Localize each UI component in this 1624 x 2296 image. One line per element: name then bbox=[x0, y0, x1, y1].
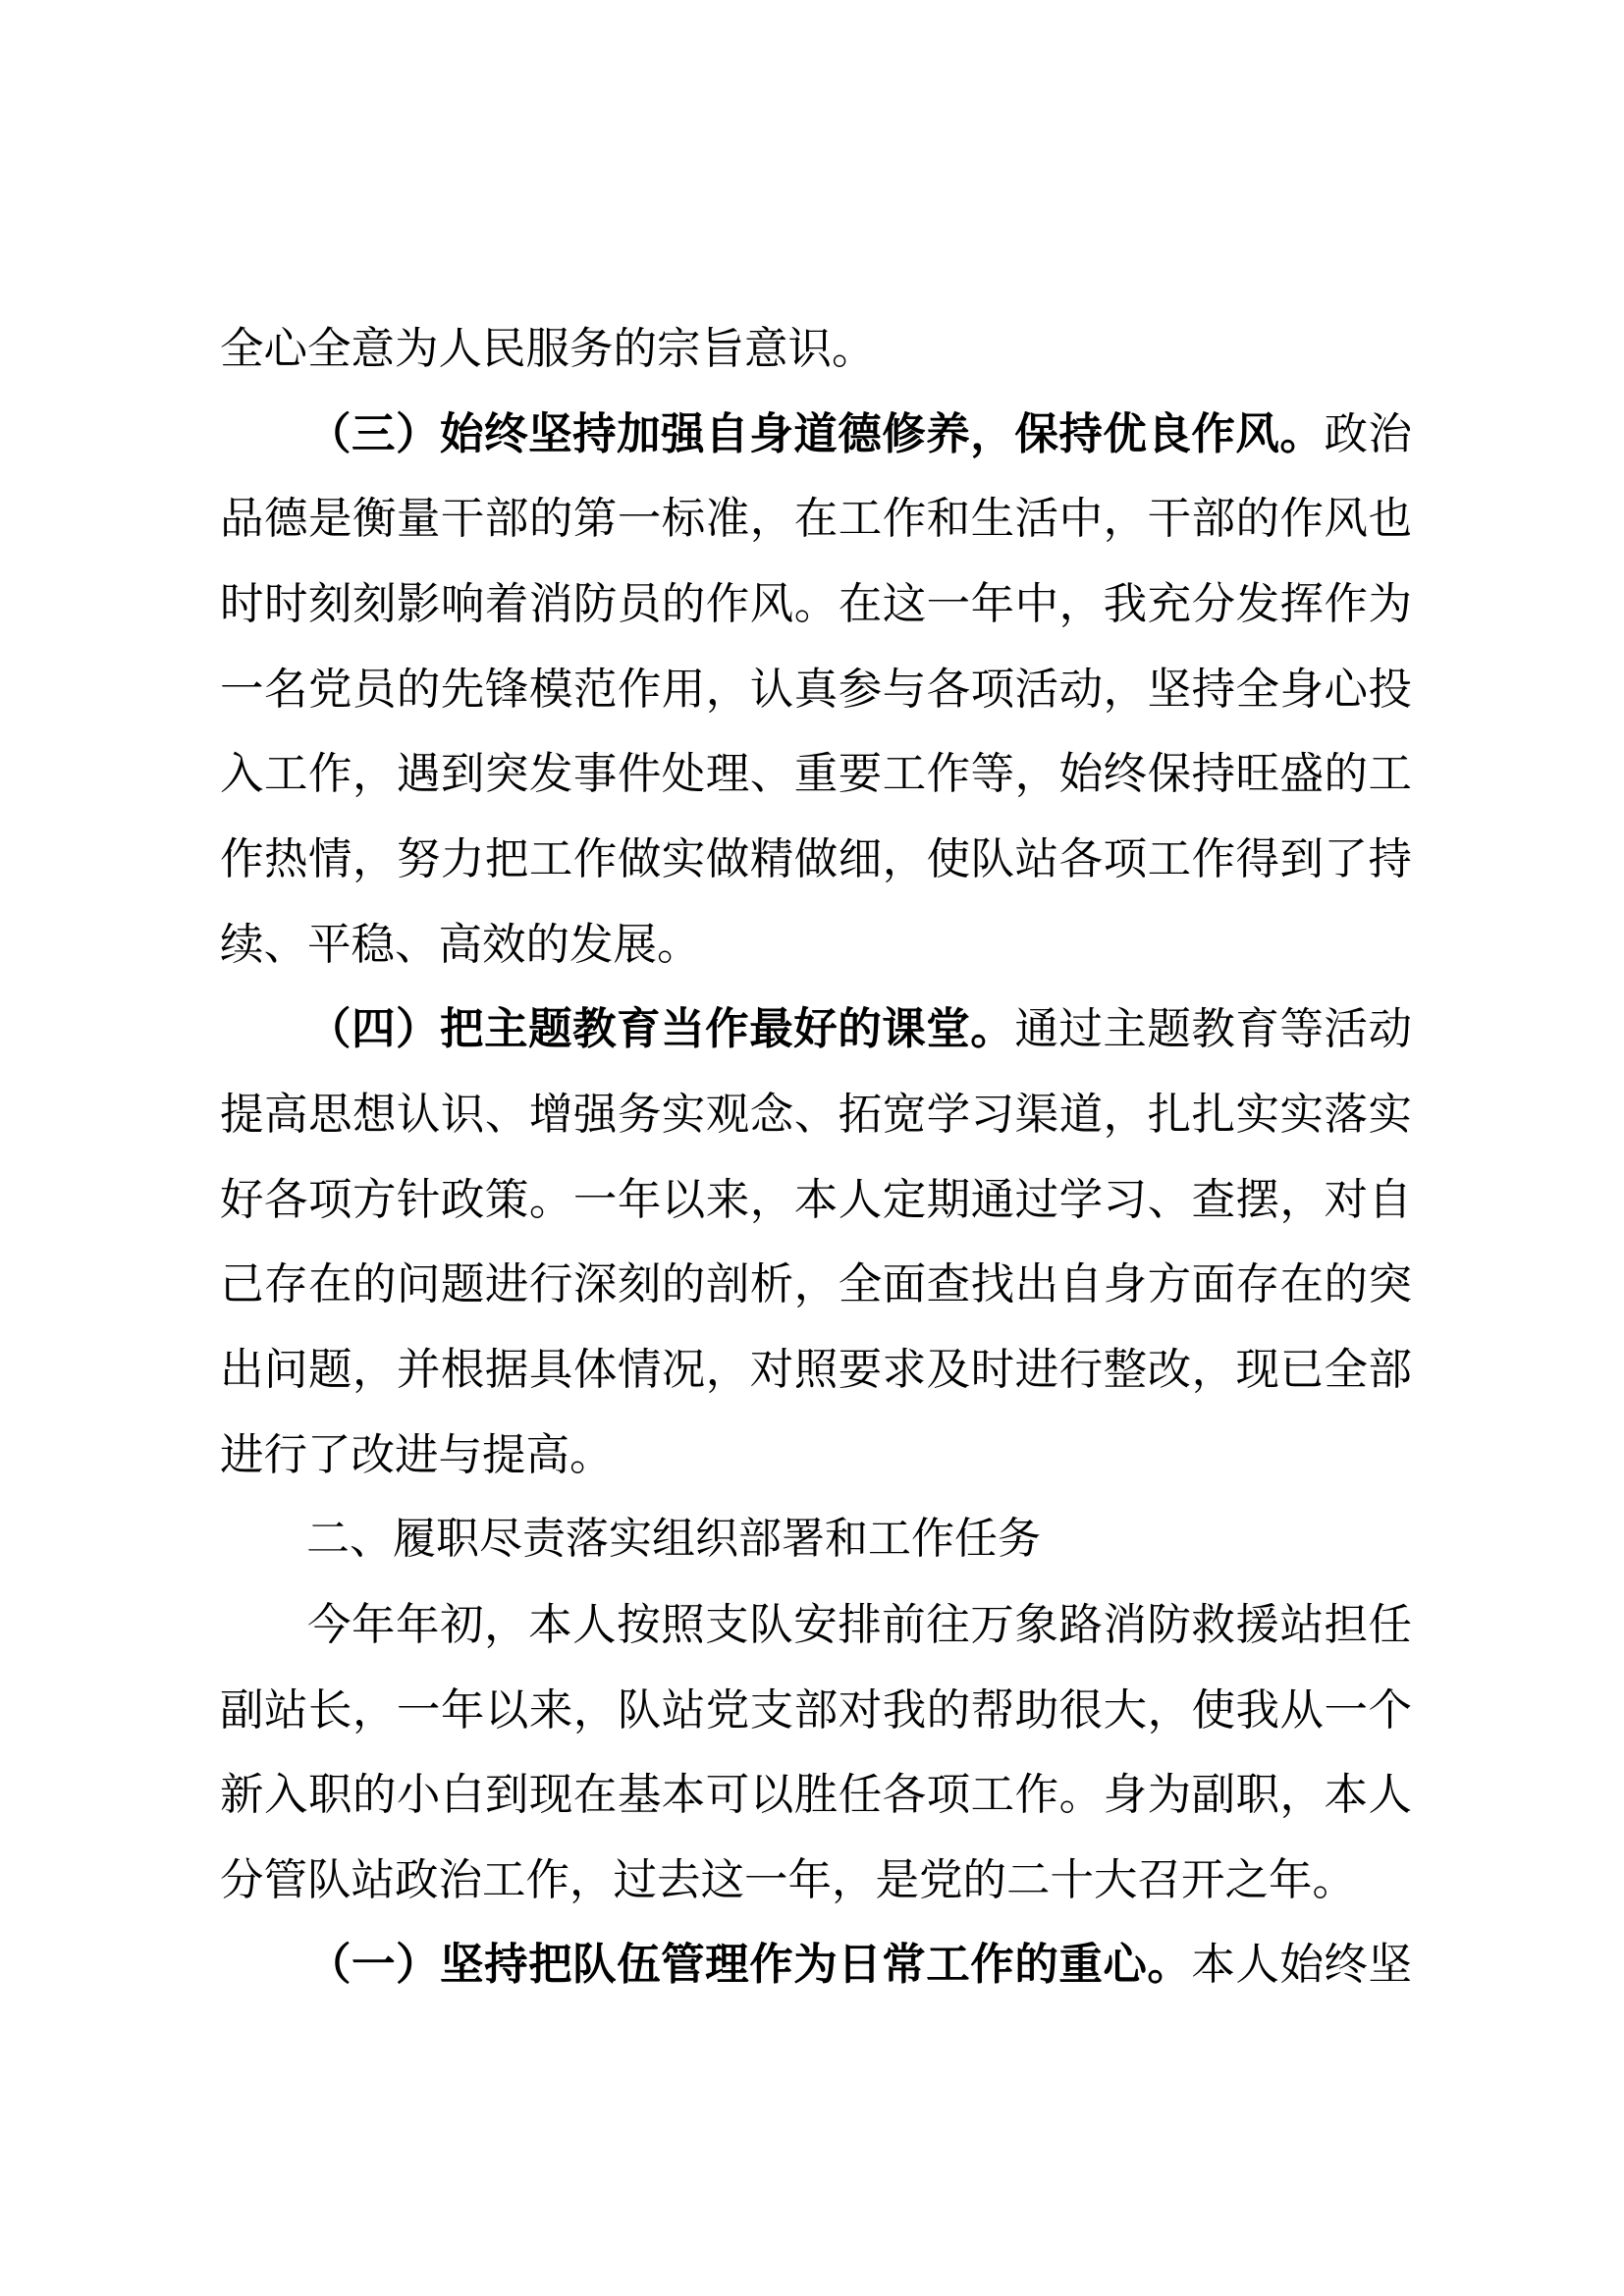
paragraph-lead-bold: （三）始终坚持加强自身道德修养，保持优良作风。 bbox=[307, 408, 1325, 458]
paragraph-item-1 bbox=[220, 1922, 1412, 2007]
section-heading-2: 二、履职尽责落实组织部署和工作任务 bbox=[306, 1515, 1041, 1564]
paragraph-text: 全心全意为人民服务的宗旨意识。 bbox=[220, 324, 876, 373]
paragraph-text: 通过主题教育等活动提高思想认识、增强务实观念、拓宽学习渠道，扎扎实实落实好各项方针政策。一年以来，本人定期通过学习、查摆，对自己存在的问题进行深刻的剖析，全面查找出自身方面存在的突出问题，并根据具体情况，对照要求及时进行整改，现已全部进行了改进与提高。 bbox=[220, 1004, 1412, 1479]
paragraph-text: 本人始终坚 bbox=[1191, 1940, 1412, 1990]
paragraph-lead-bold: （一）坚持把队伍管理作为日常工作的重心。 bbox=[307, 1940, 1192, 1990]
paragraph-lead-bold: （四）把主题教育当作最好的课堂。 bbox=[307, 1004, 1015, 1054]
paragraph-text: 今年年初，本人按照支队安排前往万象路消防救援站担任副站长，一年以来，队站党支部对我的帮助很大，使我从一个新入职的小白到现在基本可以胜任各项工作。身为副职，本人分管队站政治工作，过去这一年，是党的二十大召开之年。 bbox=[220, 1599, 1412, 1904]
document-text-block bbox=[220, 306, 1412, 2007]
paragraph-item-3 bbox=[220, 392, 1412, 988]
paragraph-continuation bbox=[220, 306, 1412, 392]
paragraph-item-4 bbox=[220, 987, 1412, 1497]
paragraph-text: 政治品德是衡量干部的第一标准，在工作和生活中，干部的作风也时时刻刻影响着消防员的作风。在这一年中，我充分发挥作为一名党员的先锋模范作用，认真参与各项活动，坚持全身心投入工作，遇到突发事件处理、重要工作等，始终保持旺盛的工作热情，努力把工作做实做精做细，使队站各项工作得到了持续、平稳、高效的发展。 bbox=[220, 408, 1412, 969]
paragraph-intro bbox=[220, 1582, 1412, 1923]
